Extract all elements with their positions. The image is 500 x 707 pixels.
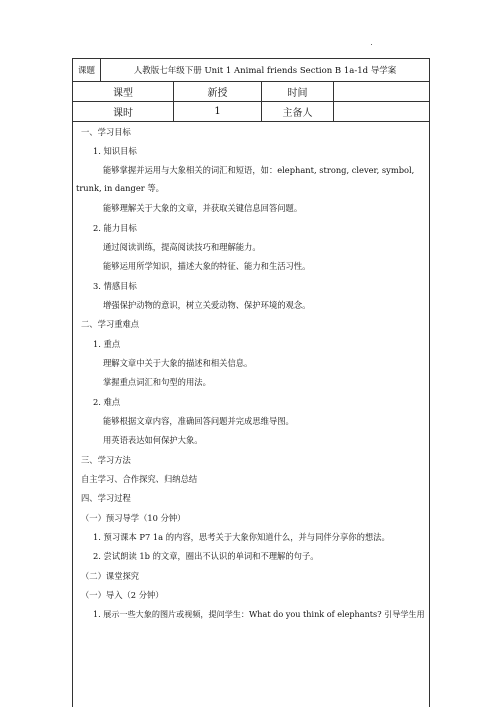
- course-title: 人教版七年级下册 Unit 1 Animal friends Section B 1a-1d 导学案: [100, 59, 429, 81]
- paragraph-line: 掌握重点词汇和句型的用法。: [103, 377, 211, 387]
- period-value: 1: [173, 102, 261, 121]
- section-heading: 二、学习重难点: [81, 319, 140, 329]
- header-row-type: [73, 82, 429, 102]
- paragraph-line: 通过阅读训练，提高阅读技巧和理解能力。: [103, 242, 261, 252]
- paragraph-line: 1. 展示一些大象的图片或视频，提问学生：What do you think of elephants? 引导学生用: [93, 609, 425, 619]
- content-area: [73, 122, 429, 707]
- section-heading: 三、学习方法: [81, 455, 131, 465]
- header-row-course: [73, 59, 429, 82]
- paragraph-line: 2. 尝试朗读 1b 的文章，圈出不认识的单词和不理解的句子。: [93, 551, 319, 561]
- paragraph-line: 能够根据文章内容，准确回答问题并完成思维导图。: [103, 416, 294, 426]
- section-heading: 一、学习目标: [81, 127, 131, 137]
- subsection-heading: 3. 情感目标: [93, 281, 137, 291]
- subsection-heading: （一）预习导学（10 分钟）: [81, 513, 186, 523]
- subsection-heading: 2. 能力目标: [93, 223, 137, 233]
- section-heading: 四、学习过程: [81, 493, 131, 503]
- subsection-heading: 1. 重点: [93, 339, 121, 349]
- lesson-plan-table: [72, 58, 430, 707]
- paragraph-line: 增强保护动物的意识，树立关爱动物、保护环境的观念。: [103, 300, 311, 310]
- paragraph-line: 能够掌握并运用与大象相关的词汇和短语，如：elephant, strong, clever, symbol,: [103, 165, 415, 175]
- subsection-heading: （二）课堂探究: [81, 571, 140, 581]
- page-speck: [371, 44, 372, 45]
- header-row-period: [73, 102, 429, 122]
- paragraph-line: 能够理解关于大象的文章，并获取关键信息回答问题。: [103, 203, 303, 213]
- paragraph-line: 自主学习、合作探究、归纳总结: [81, 474, 198, 484]
- course-label: 课题: [77, 66, 95, 76]
- paragraph-line: trunk, in danger 等。: [76, 183, 164, 193]
- paragraph-line: 1. 预习课本 P7 1a 的内容，思考关于大象你知道什么，并与同伴分享你的想法。: [93, 532, 390, 542]
- paragraph-line: 能够运用所学知识，描述大象的特征、能力和生活习性。: [103, 261, 311, 271]
- time-value: [333, 82, 429, 101]
- type-label: 课型: [113, 88, 133, 99]
- paragraph-line: 理解文章中关于大象的描述和相关信息。: [103, 358, 253, 368]
- preparer-value: [333, 102, 429, 121]
- subsection-heading: （一）导入（2 分钟）: [81, 590, 164, 600]
- preparer-label: 主备人: [261, 102, 333, 121]
- paragraph-line: 用英语表达如何保护大象。: [103, 435, 203, 445]
- subsection-heading: 1. 知识目标: [93, 146, 137, 156]
- period-label: 课时: [113, 108, 133, 119]
- subsection-heading: 2. 难点: [93, 397, 121, 407]
- time-label: 时间: [261, 82, 333, 101]
- type-value: 新授: [173, 82, 261, 101]
